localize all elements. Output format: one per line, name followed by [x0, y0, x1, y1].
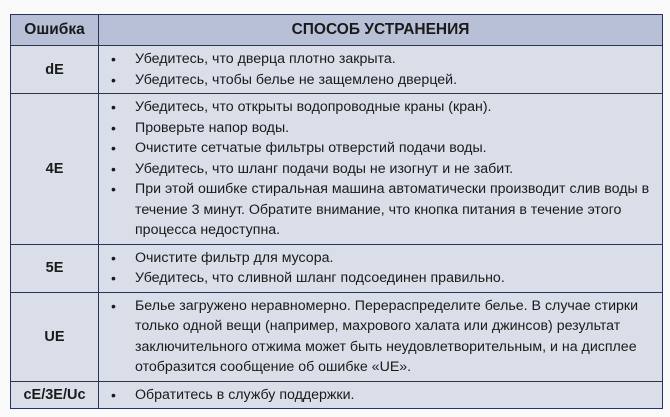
- bullet-icon: •: [111, 181, 116, 197]
- remedy-text: Очистите сетчатые фильтры отверстий подачи воды.: [135, 140, 487, 156]
- remedy-text: При этой ошибке стиральная машина автоматически производит слив воды в течение 3 минут. Обратите внимание, что кнопка питания в течение этого процесса недоступна.: [135, 181, 650, 238]
- header-remedy: СПОСОБ УСТРАНЕНИЯ: [99, 15, 663, 46]
- bullet-icon: •: [111, 99, 116, 115]
- bullet-icon: •: [111, 270, 116, 286]
- bullet-icon: •: [111, 160, 116, 177]
- remedy-item: [99, 70, 656, 91]
- remedy-item: [99, 248, 656, 269]
- error-code-cell: cE/3E/Uc: [11, 381, 99, 409]
- remedy-item: [99, 159, 656, 180]
- bullet-icon: •: [111, 249, 116, 266]
- remedy-item: [99, 49, 656, 70]
- remedy-cell: [99, 381, 663, 409]
- bullet-icon: •: [111, 297, 116, 314]
- remedy-text: Убедитесь, чтобы белье не защемлено дверцей.: [135, 71, 458, 88]
- remedy-list: [99, 49, 656, 90]
- remedy-list: [99, 385, 656, 406]
- error-code-cell: UE: [11, 292, 99, 381]
- remedy-text: Убедитесь, что дверца плотно закрыта.: [135, 51, 396, 67]
- bullet-icon: •: [111, 386, 116, 403]
- bullet-icon: •: [111, 71, 116, 88]
- remedy-list: [99, 248, 656, 289]
- remedy-text: Обратитесь в службу поддержки.: [135, 386, 355, 403]
- error-code-cell: 5E: [11, 244, 99, 292]
- table-row-UE: [11, 292, 663, 381]
- bullet-icon: •: [111, 51, 116, 67]
- error-code-table: [10, 14, 663, 409]
- remedy-cell: [99, 94, 663, 245]
- remedy-item: [99, 296, 656, 378]
- remedy-text: Убедитесь, что шланг подачи воды не изогнут и не забит.: [135, 160, 514, 177]
- remedy-item: [99, 385, 656, 406]
- table-row-5E: [11, 244, 663, 292]
- error-table-container: [10, 14, 662, 409]
- remedy-item: [99, 179, 656, 241]
- table-row-cE-3E-Uc: [11, 381, 663, 409]
- remedy-text: Очистите фильтр для мусора.: [135, 249, 334, 266]
- header-error-code: Ошибка: [11, 15, 99, 46]
- remedy-item: [99, 118, 656, 139]
- remedy-item: [99, 97, 656, 118]
- table-header-row: [11, 15, 663, 46]
- table-row-4E: [11, 94, 663, 245]
- remedy-item: [99, 268, 656, 289]
- remedy-cell: [99, 244, 663, 292]
- remedy-text: Убедитесь, что сливной шланг подсоединен правильно.: [135, 270, 505, 286]
- remedy-list: [99, 296, 656, 378]
- remedy-text: Белье загружено неравномерно. Перераспределите белье. В случае стирки только одной вещи (например, махрового халата или джинсов) результат заключительного отжима может быть неудовлетворительным, и на дисплее отобразится сообщение об ошибке «UE».: [135, 297, 639, 375]
- remedy-text: Проверьте напор воды.: [135, 119, 290, 136]
- bullet-icon: •: [111, 140, 116, 156]
- bullet-icon: •: [111, 119, 116, 136]
- remedy-item: [99, 138, 656, 159]
- remedy-cell: [99, 46, 663, 94]
- table-row-dE: [11, 46, 663, 94]
- remedy-cell: [99, 292, 663, 381]
- remedy-list: [99, 97, 656, 241]
- error-code-cell: 4E: [11, 94, 99, 245]
- error-code-cell: dE: [11, 46, 99, 94]
- remedy-text: Убедитесь, что открыты водопроводные краны (кран).: [135, 99, 492, 115]
